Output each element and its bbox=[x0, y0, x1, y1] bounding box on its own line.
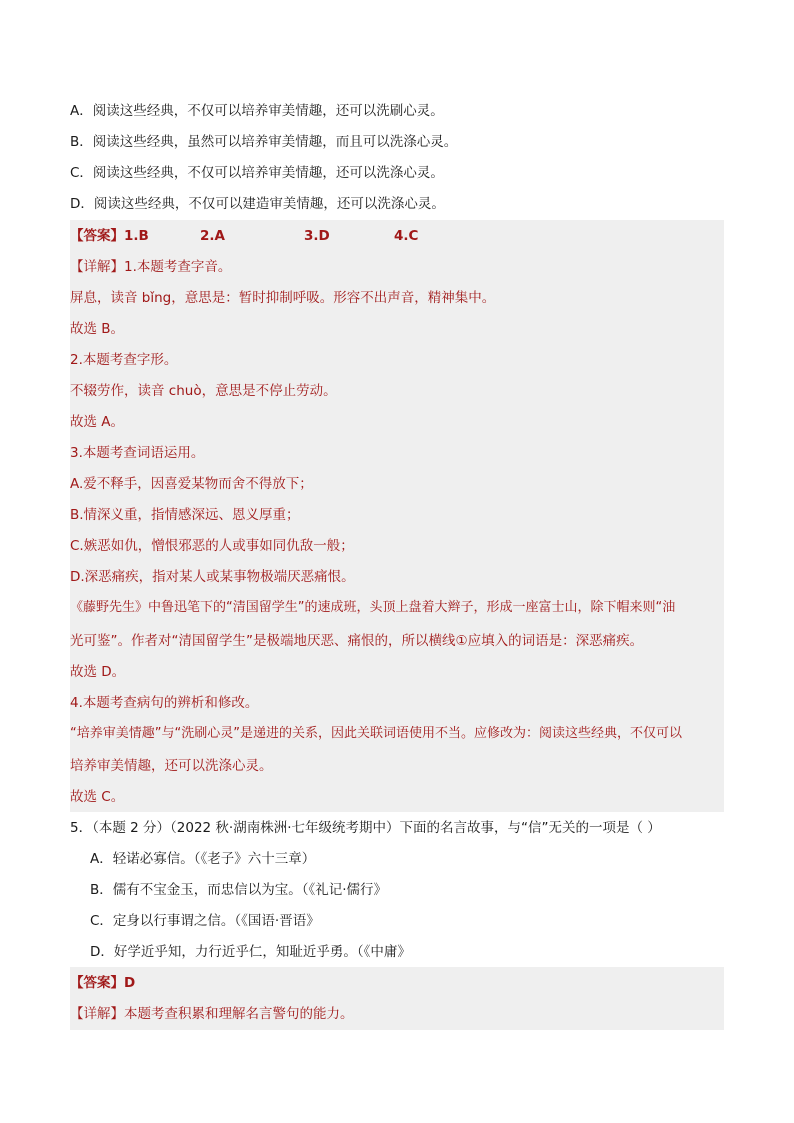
detail-line: 故选 A。 bbox=[70, 414, 125, 430]
detail-line: 不辍劳作，读音 chuò，意思是不停止劳动。 bbox=[70, 383, 337, 399]
answer-item: 4.C bbox=[394, 228, 419, 244]
q5-option-d: D．好学近乎知，力行近乎仁，知耻近乎勇。（《中庸》 bbox=[90, 944, 411, 960]
option-c: C．阅读这些经典，不仅可以培养审美情趣，还可以洗涤心灵。 bbox=[70, 165, 444, 181]
option-b: B．阅读这些经典，虽然可以培养审美情趣，而且可以洗涤心灵。 bbox=[70, 134, 458, 150]
detail-line: 故选 B。 bbox=[70, 321, 125, 337]
question-5-stem: 5．（本题 2 分）（2022 秋·湖南株洲·七年级统考期中）下面的名言故事，与“信”无关的一项是（ ） bbox=[70, 820, 661, 836]
detail-line: A.爱不释手，因喜爱某物而舍不得放下； bbox=[70, 476, 313, 492]
detail-line: 4.本题考查病句的辨析和修改。 bbox=[70, 695, 259, 711]
q5-option-a: A．轻诺必寡信。（《老子》六十三章） bbox=[90, 851, 316, 867]
option-a: A．阅读这些经典，不仅可以培养审美情趣，还可以洗刷心灵。 bbox=[70, 103, 444, 119]
answer-item: 2.A bbox=[200, 228, 225, 244]
detail-line: 《藤野先生》中鲁迅笔下的“清国留学生”的速成班，头顶上盘着大辫子，形成一座富士山，除下帽来则“油 bbox=[70, 600, 676, 615]
detail-line: D.深恶痛疾，指对某人或某事物极端厌恶痛恨。 bbox=[70, 569, 355, 585]
detail-line: 故选 D。 bbox=[70, 664, 126, 680]
answer-line bbox=[70, 226, 724, 246]
detail-line: B.情深义重，指情感深远、恩义厚重； bbox=[70, 507, 300, 523]
q5-answer: 【答案】D bbox=[70, 975, 136, 991]
answer-item: 3.D bbox=[304, 228, 330, 244]
detail-line: 光可鉴”。作者对“清国留学生”是极端地厌恶、痛恨的，所以横线①应填入的词语是：深恶痛疾。 bbox=[70, 633, 644, 649]
option-d: D．阅读这些经典，不仅可以建造审美情趣，还可以洗涤心灵。 bbox=[70, 196, 445, 212]
q5-option-b: B．儒有不宝金玉，而忠信以为宝。（《礼记·儒行》 bbox=[90, 882, 388, 898]
detail-line: 2.本题考查字形。 bbox=[70, 352, 178, 368]
detail-line: 【详解】1.本题考查字音。 bbox=[70, 259, 232, 275]
detail-line: 故选 C。 bbox=[70, 789, 125, 805]
detail-line: C.嫉恶如仇，憎恨邪恶的人或事如同仇敌一般； bbox=[70, 538, 354, 554]
answer-label: 【答案】 bbox=[70, 228, 124, 244]
detail-line: 培养审美情趣，还可以洗涤心灵。 bbox=[70, 758, 273, 774]
answer-item: 1.B bbox=[124, 228, 149, 244]
detail-line: 3.本题考查词语运用。 bbox=[70, 445, 205, 461]
detail-line: 屏息，读音 bǐng，意思是：暂时抑制呼吸。形容不出声音，精神集中。 bbox=[70, 290, 496, 306]
q5-option-c: C．定身以行事谓之信。（《国语·晋语》 bbox=[90, 913, 320, 929]
detail-line: “培养审美情趣”与“洗刷心灵”是递进的关系，因此关联词语使用不当。应修改为：阅读这些经典，不仅可以 bbox=[70, 726, 682, 741]
q5-detail: 【详解】本题考查积累和理解名言警句的能力。 bbox=[70, 1006, 354, 1022]
